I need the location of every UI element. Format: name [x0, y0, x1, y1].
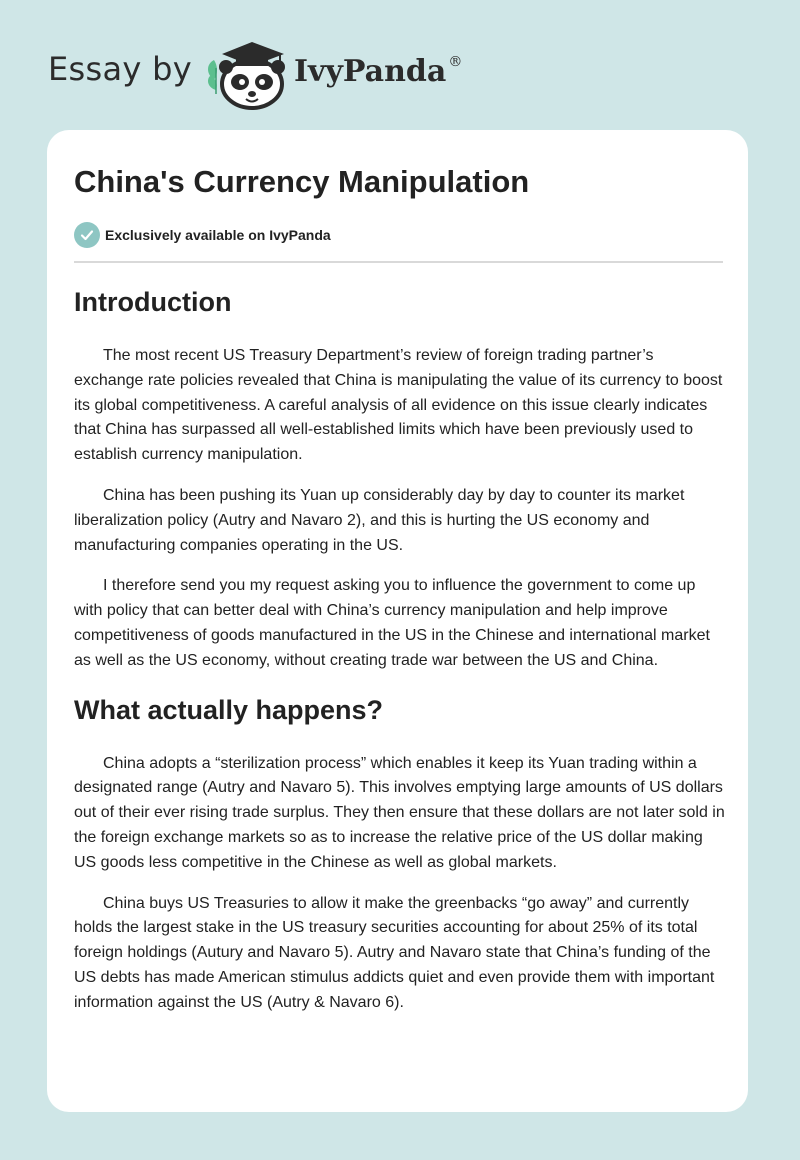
- paragraph: China has been pushing its Yuan up considerably day by day to counter its market liberalization policy (Autry and Navaro 2), and this is hurting the US economy and manufacturing companies operating in the US.: [74, 486, 685, 554]
- check-circle-icon: [74, 222, 100, 248]
- site-header: [0, 0, 800, 130]
- essay-by-label: Essay by: [48, 50, 192, 88]
- paragraph: China adopts a “sterilization process” which enables it keep its Yuan trading within a designated range (Autry and Navaro 5). This involves emptying large amounts of US dollars out of their ever rising trade surplus. They then ensure that these dollars are not later sold in the foreign exchange markets so as to increase the relative price of the US dollar making US goods less competitive in the Chinese as well as global markets.: [74, 754, 725, 871]
- brand-name[interactable]: IvyPanda ®: [294, 54, 463, 89]
- panda-graduate-icon: [200, 34, 292, 110]
- paragraph: The most recent US Treasury Department’s review of foreign trading partner’s exchange rate policies revealed that China is manipulating the value of its currency to boost its global competitiveness. A careful analysis of all evidence on this issue clearly indicates that China has surpassed all well-established limits which have been previously used to establish currency manipulation.: [74, 347, 723, 464]
- badge-label: Exclusively available on IvyPanda: [105, 227, 331, 243]
- essay-body: [74, 280, 726, 1016]
- page-title: China's Currency Manipulation: [74, 164, 530, 199]
- divider: [74, 261, 723, 263]
- paragraph: I therefore send you my request asking you to influence the government to come up with policy that can better deal with China’s currency manipulation and help improve competitiveness of goods manufactured in the US in the Chinese and international market as well as the US economy, without creating trade war between the US and China.: [74, 577, 710, 669]
- section-heading-what-actually-happens: What actually happens?: [74, 694, 384, 725]
- paragraph: China buys US Treasuries to allow it make the greenbacks “go away” and currently holds the largest stake in the US treasury securities accounting for about 25% of its total foreign holdings (Autury and Navaro 5). Autry and Navaro state that China’s funding of the US debts has made American stimulus addicts quiet and even provide them with important information against the US (Autry & Navaro 6).: [74, 894, 715, 1011]
- essay-card: [47, 130, 748, 1112]
- section-heading-introduction: Introduction: [74, 287, 232, 317]
- registered-mark: ®: [448, 54, 463, 70]
- availability-badge: [74, 222, 331, 248]
